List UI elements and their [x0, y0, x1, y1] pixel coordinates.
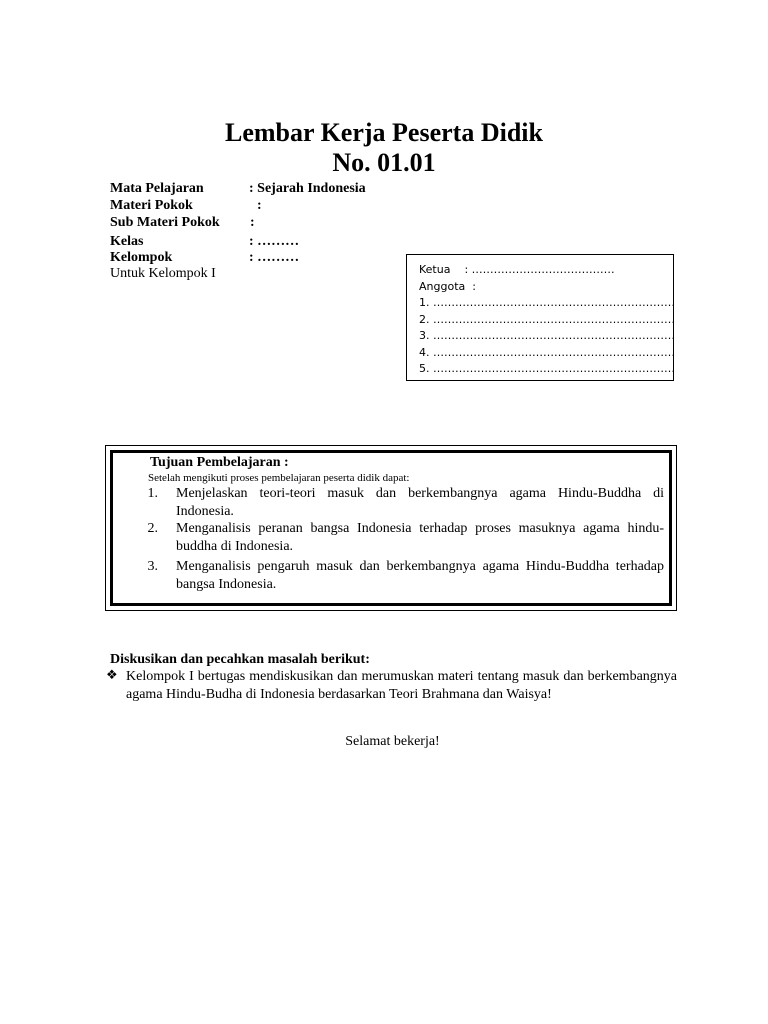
anggota-label: Anggota :	[419, 279, 476, 293]
untuk-kelompok-label: Untuk Kelompok I	[110, 266, 216, 281]
worksheet-number: No. 01.01	[332, 148, 436, 177]
sub-materi-label: Sub Materi Pokok	[110, 215, 220, 230]
learning-goals-intro: Setelah mengikuti proses pembelajaran peserta didik dapat:	[148, 472, 410, 484]
mata-pelajaran-label: Mata Pelajaran	[110, 181, 204, 196]
sub-materi-value: :	[250, 215, 255, 230]
member-line: 3. …………………………………………………………	[419, 329, 675, 342]
closing-text: Selamat bekerja!	[345, 734, 440, 749]
mata-pelajaran-value: : Sejarah Indonesia	[249, 181, 366, 196]
discussion-text: Kelompok I bertugas mendiskusikan dan merumuskan materi tentang masuk dan berkembangnya agama Hindu-Budha di Indonesia berdasarkan Teori Brahmana dan Waisya!	[126, 669, 677, 702]
goal-number: 2.	[147, 521, 158, 536]
discussion-heading: Diskusikan dan pecahkan masalah berikut:	[110, 652, 370, 667]
kelas-value: : ………	[249, 234, 300, 249]
diamond-bullet-icon: ❖	[106, 668, 118, 683]
member-line: 2. …………………………………………………………	[419, 312, 675, 326]
kelas-label: Kelas	[110, 234, 144, 249]
materi-pokok-value: :	[257, 198, 262, 213]
goal-text: Menganalisis peranan bangsa Indonesia terhadap proses masuknya agama hindu-buddha di Indonesia.	[176, 521, 664, 554]
learning-goals-heading: Tujuan Pembelajaran :	[150, 455, 289, 470]
member-line: 5. …………………………………………………………	[419, 362, 675, 375]
goal-text: Menganalisis pengaruh masuk dan berkembangnya agama Hindu-Buddha terhadap bangsa Indonesia.	[176, 559, 664, 592]
goal-number: 3.	[147, 559, 158, 574]
kelompok-value: : ………	[249, 250, 300, 265]
goal-text: Menjelaskan teori-teori masuk dan berkembangnya agama Hindu-Buddha di Indonesia.	[176, 486, 664, 519]
member-line: 4. …………………………………………………………	[419, 345, 675, 359]
kelompok-label: Kelompok	[110, 250, 173, 265]
goal-number: 1.	[147, 486, 158, 501]
ketua-field: Ketua : …………………………………	[419, 263, 615, 276]
materi-pokok-label: Materi Pokok	[110, 198, 193, 213]
group-members-box	[406, 254, 674, 381]
member-line: 1. …………………………………………………………	[419, 296, 675, 309]
page-title: Lembar Kerja Peserta Didik	[225, 118, 543, 147]
